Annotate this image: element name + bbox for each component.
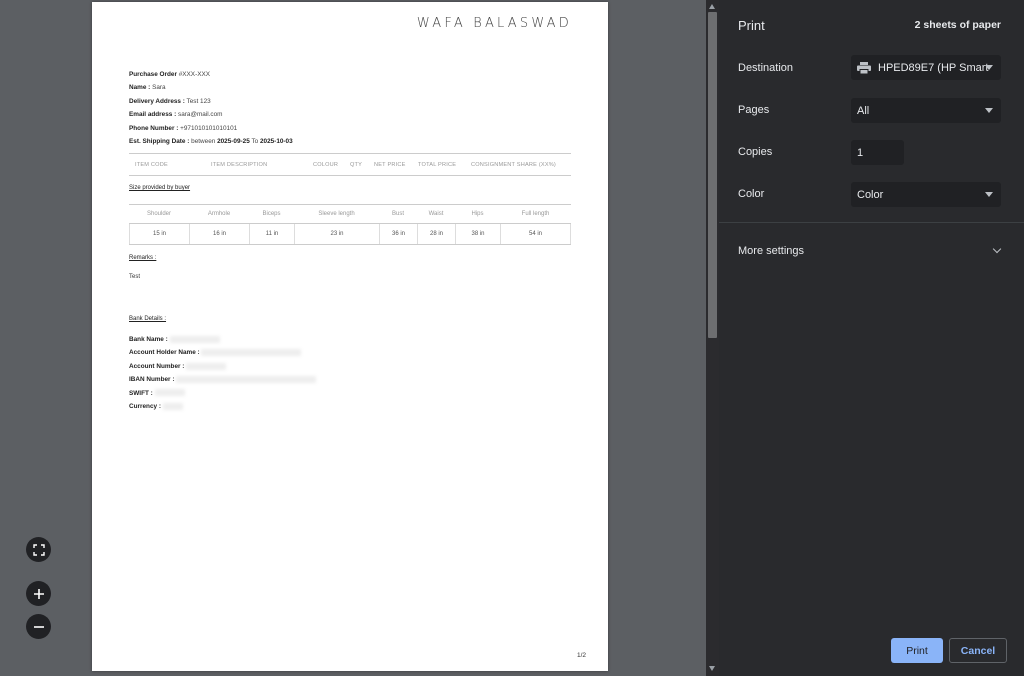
phone-row: [129, 122, 293, 135]
size-header: Biceps: [262, 211, 281, 217]
size-title: Size provided by buyer: [129, 185, 191, 191]
brand-logo: WAFA BALASWAD: [416, 16, 572, 31]
size-header: Armhole: [207, 211, 231, 217]
dropdown-arrow-icon: [985, 192, 993, 197]
bank-label: SWIFT :: [129, 389, 153, 397]
info-label: Est. Shipping Date :: [129, 138, 190, 146]
chevron-down-icon[interactable]: [993, 245, 1001, 253]
col-qty: QTY: [350, 161, 363, 168]
info-label: Purchase Order: [129, 71, 177, 78]
size-value: 54 in: [500, 224, 571, 244]
remarks-title: Remarks :: [129, 255, 157, 261]
bank-row: [129, 333, 316, 346]
col-total-price: TOTAL PRICE: [418, 161, 457, 168]
dropdown-arrow-icon: [985, 108, 993, 113]
size-header: Full length: [521, 211, 550, 217]
bank-title: Bank Details :: [129, 316, 167, 322]
shipping-to: 2025-10-03: [259, 138, 293, 146]
col-item-code: ITEM CODE: [135, 161, 168, 168]
size-header: Sleeve length: [318, 211, 355, 217]
email-row: [129, 108, 293, 121]
redacted-value: [163, 403, 183, 410]
size-value: 23 in: [294, 224, 379, 244]
bank-label: IBAN Number :: [129, 376, 175, 384]
redacted-value: [155, 389, 185, 396]
redacted-value: [186, 363, 226, 370]
size-value: 38 in: [455, 224, 500, 244]
bank-label: Account Holder Name :: [129, 349, 200, 357]
info-label: Email address :: [129, 111, 177, 119]
destination-value: HPED89E7 (HP Smart: [878, 61, 989, 74]
zoom-in-button[interactable]: [26, 581, 51, 606]
info-value: +971010101010101: [178, 124, 238, 132]
bank-row: [129, 360, 316, 373]
redacted-value: [201, 349, 301, 356]
color-select[interactable]: [851, 182, 1001, 207]
size-header: Hips: [471, 211, 484, 217]
size-header: Bust: [391, 211, 404, 217]
redacted-value: [176, 376, 316, 383]
size-table-values: [129, 224, 571, 245]
size-table: [129, 204, 571, 245]
fit-to-page-icon: [33, 544, 45, 556]
size-value: 36 in: [379, 224, 417, 244]
info-value: Test 123: [184, 97, 211, 105]
cancel-button[interactable]: Cancel: [949, 638, 1007, 663]
color-value: Color: [857, 188, 884, 201]
remarks-text: Test: [129, 274, 141, 280]
print-button[interactable]: Print: [891, 638, 943, 663]
info-label: Phone Number :: [129, 124, 179, 132]
bank-row: [129, 373, 316, 386]
shipping-row: [129, 135, 293, 148]
items-table-header: [129, 153, 571, 176]
bank-label: Account Number :: [129, 362, 185, 370]
color-label: Color: [738, 188, 765, 200]
destination-label: Destination: [738, 62, 794, 74]
copies-input[interactable]: [851, 140, 904, 165]
pages-label: Pages: [738, 104, 770, 116]
col-net-price: NET PRICE: [374, 161, 406, 168]
scroll-thumb[interactable]: [708, 12, 717, 338]
preview-scrollbar[interactable]: [706, 0, 719, 676]
copies-label: Copies: [738, 146, 773, 158]
order-info: [129, 68, 293, 148]
info-label: Name :: [129, 84, 151, 92]
panel-title: Print: [738, 18, 765, 33]
info-value: #XXX-XXX: [176, 71, 210, 78]
redacted-value: [170, 336, 220, 343]
shipping-between: between: [189, 138, 218, 146]
col-item-description: ITEM DESCRIPTION: [211, 161, 268, 168]
zoom-in-icon: [33, 588, 45, 600]
size-value: 11 in: [249, 224, 294, 244]
size-value: 16 in: [189, 224, 249, 244]
bank-label: Bank Name :: [129, 336, 168, 343]
purchase-order-row: [129, 68, 293, 81]
scroll-down-arrow[interactable]: [709, 666, 715, 671]
shipping-from: 2025-09-25: [217, 138, 250, 146]
page-number: 1/2: [576, 652, 586, 659]
zoom-out-button[interactable]: [26, 614, 51, 639]
bank-row: [129, 346, 316, 359]
more-settings-toggle[interactable]: More settings: [738, 245, 805, 257]
preview-page: [92, 2, 608, 671]
info-label: Delivery Address :: [129, 97, 185, 105]
name-row: [129, 81, 293, 94]
info-value: sara@mail.com: [176, 111, 223, 119]
size-value: 15 in: [129, 224, 189, 244]
destination-select[interactable]: [851, 55, 1001, 80]
col-consignment-share: CONSIGNMENT SHARE (XX%): [471, 161, 556, 168]
bank-row: [129, 400, 316, 413]
address-row: [129, 95, 293, 108]
size-header: Waist: [428, 211, 444, 217]
panel-divider: [719, 222, 1024, 223]
col-colour: COLOUR: [313, 161, 339, 168]
info-value: Sara: [150, 84, 166, 92]
print-settings-panel: [719, 0, 1024, 676]
bank-row: [129, 387, 316, 400]
pages-value: All: [857, 104, 870, 117]
sheet-count: 2 sheets of paper: [914, 19, 1001, 31]
size-value: 28 in: [417, 224, 455, 244]
size-table-header: [129, 204, 571, 224]
shipping-to-word: To: [249, 138, 260, 146]
dropdown-arrow-icon: [985, 65, 993, 70]
fit-to-page-button[interactable]: [26, 537, 51, 562]
bank-label: Currency :: [129, 403, 161, 411]
zoom-out-icon: [33, 621, 45, 633]
scroll-up-arrow[interactable]: [709, 4, 715, 9]
pages-select[interactable]: [851, 98, 1001, 123]
bank-details: [129, 333, 316, 413]
printer-icon: [857, 62, 871, 74]
size-header: Shoulder: [146, 211, 172, 217]
